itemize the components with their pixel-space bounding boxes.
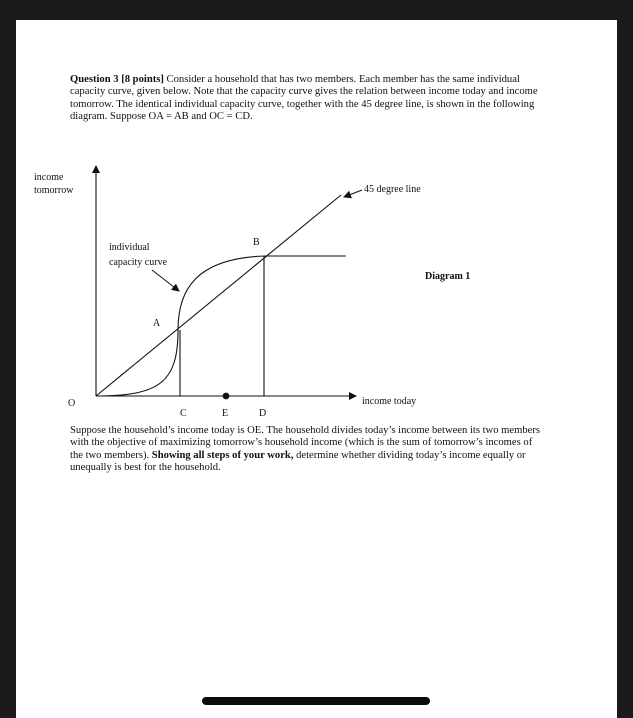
- home-indicator[interactable]: [202, 697, 430, 705]
- point-c-label: C: [180, 408, 187, 419]
- x-axis-label: income today: [362, 396, 417, 407]
- followup-text-end: determine whether dividing today’s income equally or unequally is best for the household.: [70, 449, 526, 474]
- y-axis-label-line1: income: [34, 172, 64, 183]
- point-e-marker: [223, 393, 230, 400]
- curve-label-line2: capacity curve: [109, 257, 168, 268]
- diagram-title: Diagram 1: [425, 271, 471, 282]
- origin-label: O: [68, 398, 76, 409]
- question-body: Consider a household that has two members. Each member has the same individual capacity curve, given below. Note that the capacity curve gives the relation between income today and income tomorrow. The identical individual capacity curve, together with the 45 degree line, is shown in the following diagram. Suppose OA = AB and OC = CD.: [70, 74, 538, 123]
- point-e-label: E: [222, 408, 229, 419]
- followup-bold-instruction: Showing all steps of your work,: [151, 449, 294, 461]
- curve-label-line1: individual: [109, 242, 150, 253]
- forty-five-arrow: [344, 190, 362, 197]
- y-axis-label-line2: tomorrow: [34, 185, 74, 196]
- point-b-label: B: [253, 237, 260, 248]
- followup-question: [70, 425, 540, 475]
- question-heading: Question 3 [8 points]: [70, 74, 164, 85]
- forty-five-degree-line: [96, 195, 341, 396]
- capacity-curve: [96, 256, 346, 396]
- forty-five-degree-label: 45 degree line: [364, 184, 421, 195]
- point-a-label: A: [153, 318, 161, 329]
- point-d-label: D: [259, 408, 267, 419]
- curve-pointer-arrow: [152, 270, 179, 291]
- followup-text: Suppose the household’s income today is OE. The household divides today’s income between its two members with the objective of maximizing tomorrow’s household income (which is the sum of tomorrow’s incomes of the two members).: [70, 425, 540, 461]
